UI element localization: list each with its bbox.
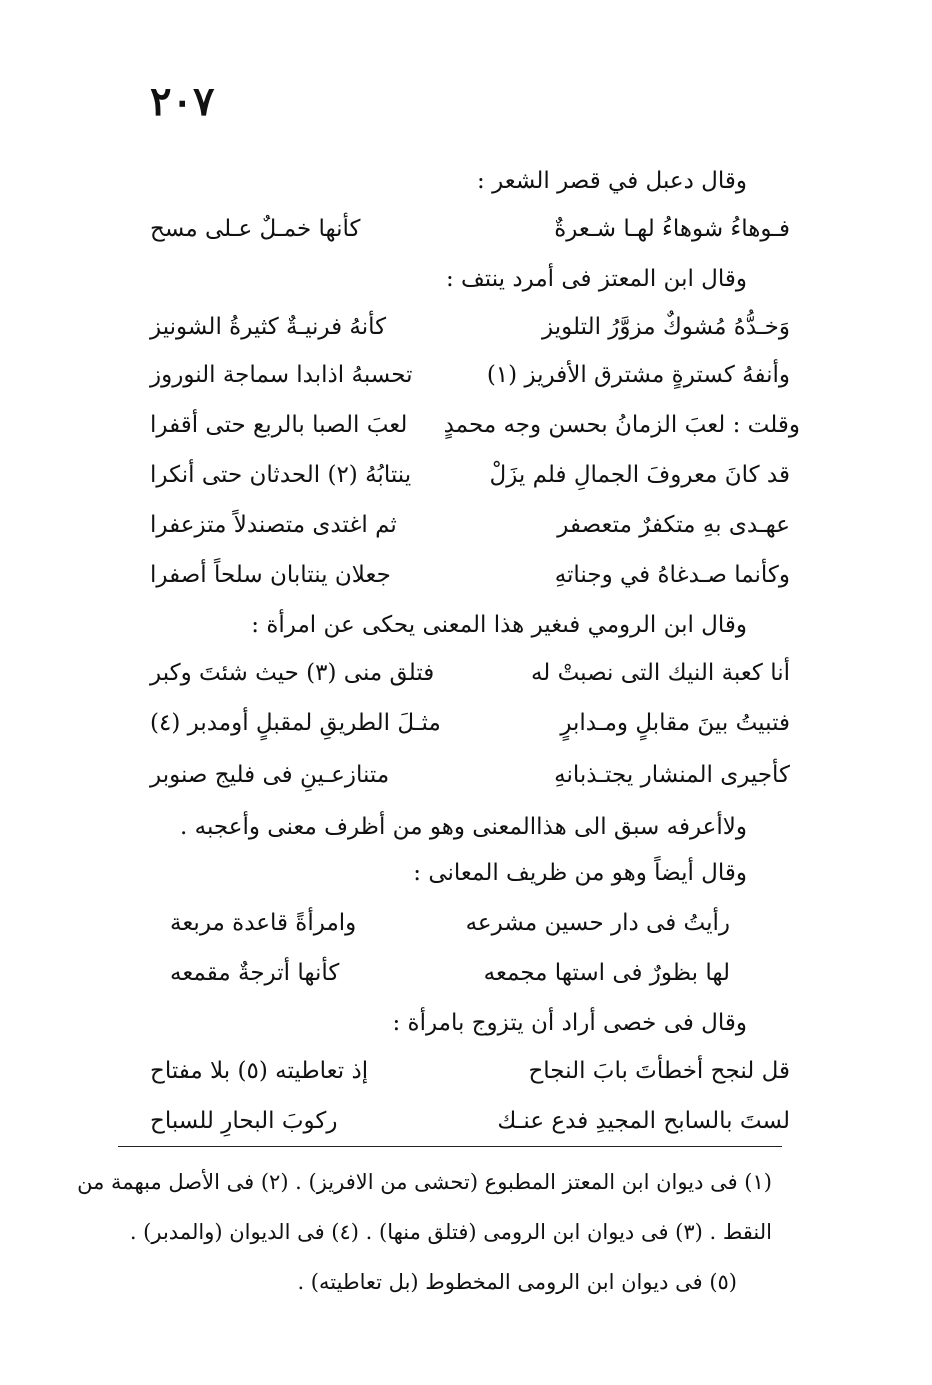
verse-first-hemistich: وَخـدُّهُ مُشوكٌ مزوَّرُ التلويز <box>542 314 790 340</box>
verse-line <box>150 660 790 704</box>
verse-first-hemistich: أنا كعبة النيك التى نصبتْ له <box>530 660 790 686</box>
verse-first-hemistich: رأيتُ فى دار حسين مشرعه <box>465 910 730 936</box>
verse-second-hemistich: كأنها خمـلٌ عـلى مسح <box>150 216 361 242</box>
verse-second-hemistich: ركوبَ البحارِ للسباح <box>150 1108 338 1134</box>
verse-second-hemistich: كأنها أترجةٌ مقمعه <box>170 960 340 986</box>
section-heading: وقال فى خصى أراد أن يتزوج بامرأة : <box>392 1010 747 1036</box>
section-heading: وقال أيضاً وهو من ظريف المعانى : <box>413 860 747 886</box>
verse-first-hemistich: وكأنما صـدغاهُ في وجناتهِ <box>554 562 790 588</box>
verse-second-hemistich: لعبَ الصبا بالربع حتى أقفرا <box>150 412 408 438</box>
verse-first-hemistich: وأنفهُ كسترةٍ مشترق الأفريز (١) <box>486 362 790 388</box>
verse-second-hemistich: إذ تعاطيته (٥) بلا مفتاح <box>150 1058 369 1084</box>
verse-line <box>150 216 790 260</box>
section-heading: وقال ابن الرومي فىغير هذا المعنى يحكى عن امرأة : <box>251 612 747 638</box>
verse-second-hemistich: فتلق منى (٣) حيث شئتَ وكبر <box>150 660 435 686</box>
page-number: ٢٠٧ <box>150 78 215 125</box>
footnote-divider <box>118 1146 782 1147</box>
verse-line <box>150 562 790 606</box>
verse-line <box>150 412 800 456</box>
verse-second-hemistich: مثـلَ الطريقِ لمقبلٍ أومدبر (٤) <box>150 710 441 736</box>
section-heading: وقال ابن المعتز فى أمرد ينتف : <box>445 266 747 292</box>
verse-first-hemistich: لستَ بالسابح المجيدِ فدع عنـك <box>497 1108 790 1134</box>
verse-second-hemistich: تحسبهُ اذابدا سماجة النوروز <box>150 362 413 388</box>
verse-second-hemistich: كأنهُ فرنيـةٌ كثيرةُ الشونيز <box>150 314 387 340</box>
verse-first-hemistich: قل لنجح أخطأتَ بابَ النجاح <box>528 1058 790 1084</box>
verse-first-hemistich: فتبيتُ بينَ مقابلٍ ومـدابرٍ <box>560 710 790 736</box>
verse-second-hemistich: متنازعـينِ فى فليج صنوبر <box>150 762 390 788</box>
verse-line <box>150 762 790 806</box>
verse-first-hemistich: كأجيرى المنشار يجتـذبانهِ <box>554 762 790 788</box>
section-heading: وقال دعبل في قصر الشعر : <box>477 168 747 194</box>
verse-first-hemistich: عهـدى بهِ متكفرٌ متعصفر <box>557 512 790 538</box>
verse-second-hemistich: وامرأةً قاعدة مربعة <box>170 910 357 936</box>
verse-first-hemistich: قد كانَ معروفَ الجمالِ فلم يزَلْ <box>489 462 790 488</box>
verse-first-hemistich: فـوهاءُ شوهاءُ لهـا شـعرةٌ <box>554 216 790 242</box>
footnote-line: (٥) فى ديوان ابن الرومى المخطوط (بل تعاطيته) . <box>297 1270 737 1294</box>
verse-line <box>150 314 790 358</box>
verse-line <box>150 512 790 556</box>
verse-line <box>170 960 730 1004</box>
footnote-line: (١) فى ديوان ابن المعتز المطبوع (تحشى من الافريز) . (٢) فى الأصل مبهمة من <box>77 1170 772 1194</box>
verse-first-hemistich: وقلت : لعبَ الزمانُ بحسن وجه محمدٍ <box>443 412 800 438</box>
verse-second-hemistich: ثم اغتدى متصندلاً متزعفرا <box>150 512 397 538</box>
verse-second-hemistich: ينتابُهُ (٢) الحدثان حتى أنكرا <box>150 462 412 488</box>
verse-first-hemistich: لها بظورٌ فى استها مجمعه <box>483 960 730 986</box>
verse-line <box>150 710 790 754</box>
verse-line <box>150 462 790 506</box>
verse-second-hemistich: جعلان ينتابان سلحاً أصفرا <box>150 562 391 588</box>
footnote-line: النقط . (٣) فى ديوان ابن الرومى (فتلق منها) . (٤) فى الديوان (والمدبر) . <box>129 1220 772 1244</box>
verse-line <box>170 910 730 954</box>
verse-line <box>150 1058 790 1102</box>
verse-line <box>150 362 790 406</box>
prose-line: ولاأعرفه سبق الى هذاالمعنى وهو من أظرف معنى وأعجبه . <box>180 814 747 840</box>
